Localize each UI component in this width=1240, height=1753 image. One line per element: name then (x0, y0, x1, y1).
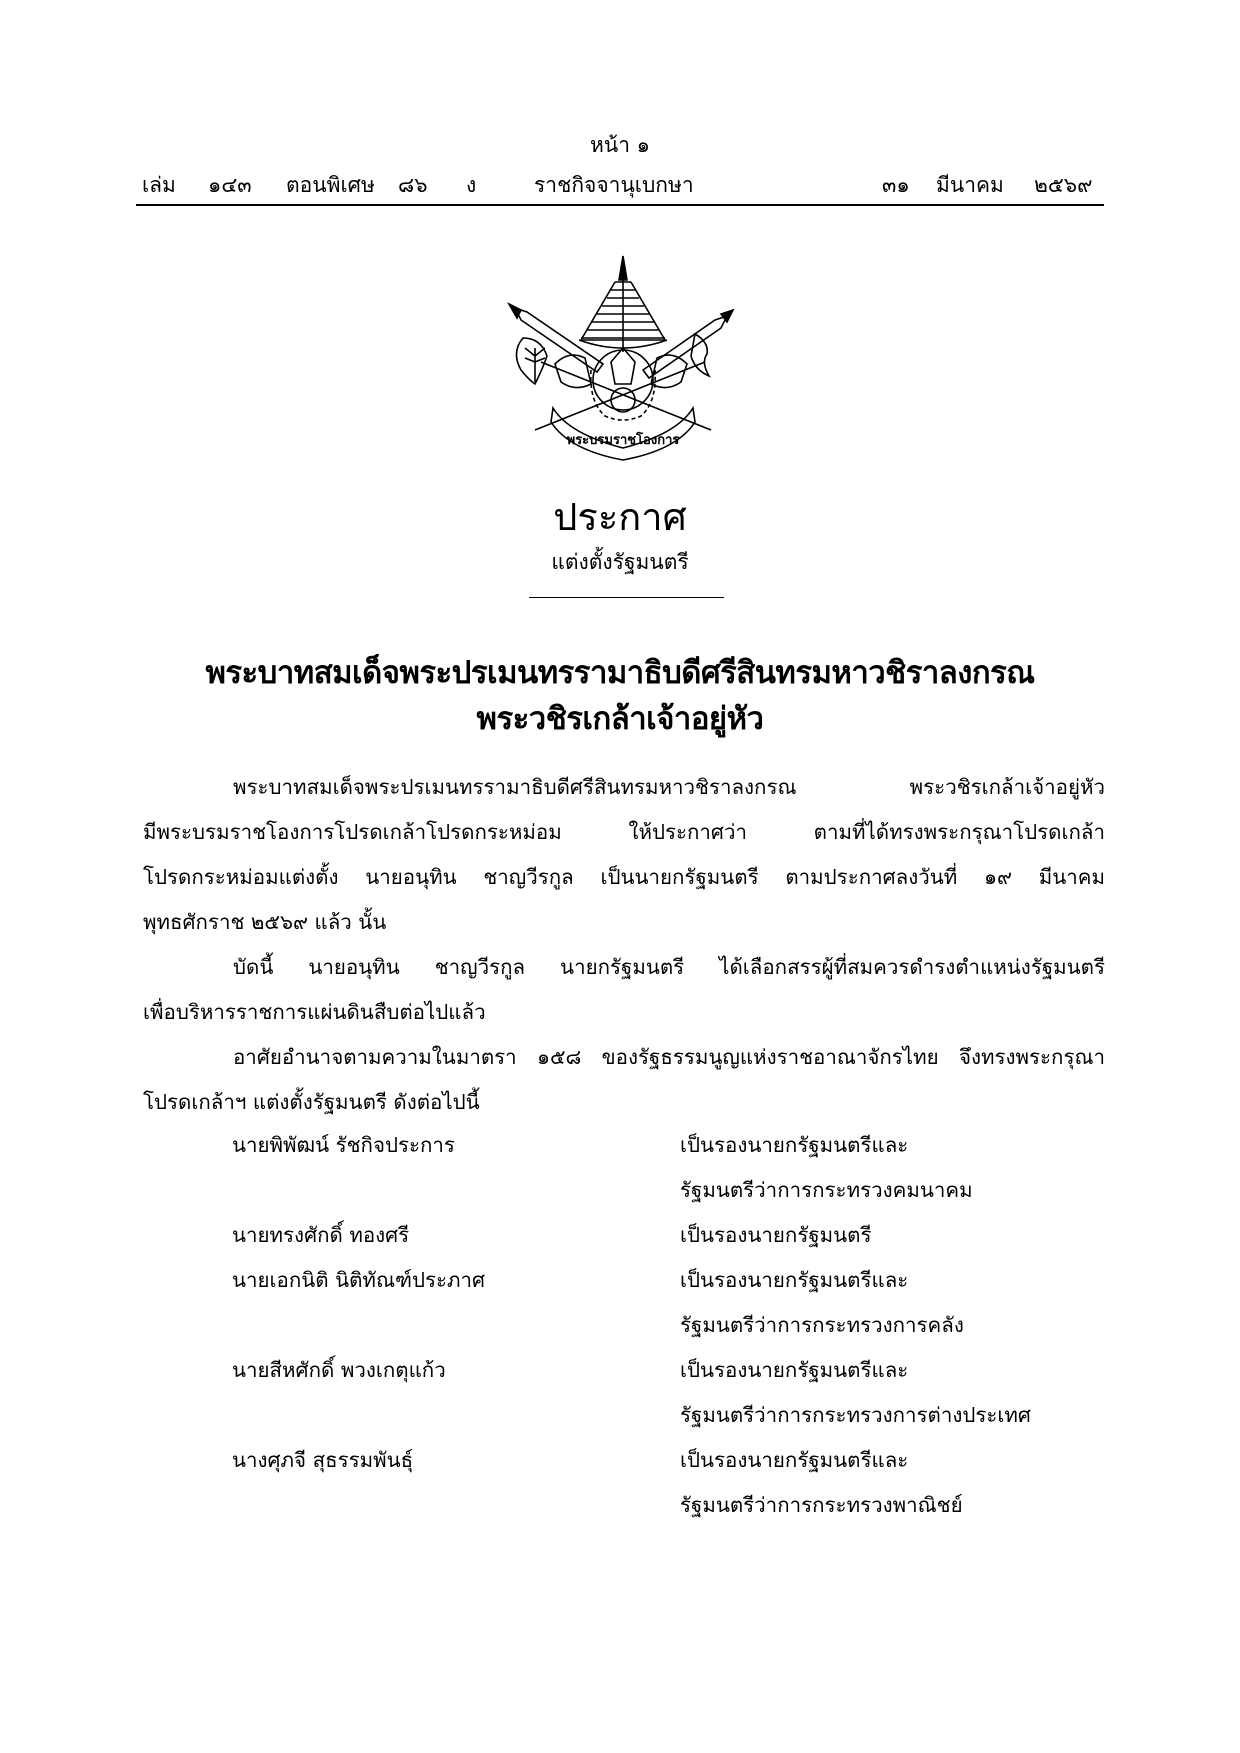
volume-label: เล่ม (142, 173, 176, 197)
appointee-position: เป็นรองนายกรัฐมนตรีและ (680, 1448, 909, 1472)
appointee-position: รัฐมนตรีว่าการกระทรวงคมนาคม (680, 1178, 973, 1202)
date-day: ๓๑ (882, 173, 910, 197)
body-line: บัดนี้ นายอนุทิน ชาญวีรกูล นายกรัฐมนตรี ได้เลือกสรรผู้ที่สมควรดำรงตำแหน่งรัฐมนตรี (233, 955, 1105, 979)
appointee-position: เป็นรองนายกรัฐมนตรีและ (680, 1268, 909, 1292)
section-letter: ง (466, 173, 477, 197)
volume-number: ๑๔๓ (208, 173, 252, 197)
appointment-row-continued (232, 1303, 1112, 1348)
appointment-list (232, 1123, 1112, 1528)
body-line: อาศัยอำนาจตามความในมาตรา ๑๕๘ ของรัฐธรรมนูญแห่งราชอาณาจักรไทย จึงทรงพระกรุณา (233, 1045, 1105, 1069)
body-line: เพื่อบริหารราชการแผ่นดินสืบต่อไปแล้ว (143, 1000, 486, 1024)
document-title: ประกาศ (553, 495, 687, 539)
appointee-position: เป็นรองนายกรัฐมนตรี (680, 1223, 872, 1247)
title-separator (529, 597, 724, 598)
appointment-row (232, 1438, 1112, 1483)
appointee-position: รัฐมนตรีว่าการกระทรวงการคลัง (680, 1313, 964, 1337)
appointee-name: นายสีหศักดิ์ พวงเกตุแก้ว (232, 1358, 446, 1382)
appointee-name: นายพิพัฒน์ รัชกิจประการ (232, 1133, 455, 1157)
appointee-name: นางศุภจี สุธรรมพันธุ์ (232, 1448, 414, 1472)
appointee-position: เป็นรองนายกรัฐมนตรีและ (680, 1358, 909, 1382)
royal-name-line-2: พระวชิรเกล้าเจ้าอยู่หัว (476, 701, 764, 737)
publication-name: ราชกิจจานุเบกษา (534, 173, 694, 197)
date-month: มีนาคม (936, 173, 1004, 197)
appointment-row (232, 1348, 1112, 1393)
appointment-row (232, 1258, 1112, 1303)
royal-name-line-1: พระบาทสมเด็จพระปรเมนทรรามาธิบดีศรีสินทรมหาวชิราลงกรณ (205, 655, 1035, 691)
appointee-position: รัฐมนตรีว่าการกระทรวงการต่างประเทศ (680, 1403, 1031, 1427)
body-line: พุทธศักราช ๒๕๖๙ แล้ว นั้น (143, 910, 387, 934)
appointment-row-continued (232, 1168, 1112, 1213)
appointee-name: นายเอกนิติ นิติทัณฑ์ประภาศ (232, 1268, 486, 1292)
body-line: โปรดกระหม่อมแต่งตั้ง นายอนุทิน ชาญวีรกูล เป็นนายกรัฐมนตรี ตามประกาศลงวันที่ ๑๙ มีนาคม (143, 865, 1105, 889)
appointment-row-continued (232, 1393, 1112, 1438)
proclamation-body (143, 765, 1105, 1125)
appointment-row-continued (232, 1483, 1112, 1528)
appointment-row (232, 1213, 1112, 1258)
body-line: มีพระบรมราชโองการโปรดเกล้าโปรดกระหม่อม ให้ประกาศว่า ตามที่ได้ทรงพระกรุณาโปรดเกล้า (143, 820, 1105, 844)
section-label: ตอนพิเศษ (286, 173, 375, 197)
royal-garuda-emblem-icon (495, 252, 747, 462)
page-number: หน้า ๑ (590, 133, 650, 157)
appointment-row (232, 1123, 1112, 1168)
svg-text:พระบรมราชโองการ: พระบรมราชโองการ (566, 433, 680, 448)
appointee-name: นายทรงศักดิ์ ทองศรี (232, 1223, 410, 1247)
gazette-header (136, 170, 1104, 206)
body-line: โปรดเกล้าฯ แต่งตั้งรัฐมนตรี ดังต่อไปนี้ (143, 1090, 480, 1114)
document-subtitle: แต่งตั้งรัฐมนตรี (551, 550, 689, 574)
appointee-position: เป็นรองนายกรัฐมนตรีและ (680, 1133, 909, 1157)
section-number: ๘๖ (398, 173, 428, 197)
appointee-position: รัฐมนตรีว่าการกระทรวงพาณิชย์ (680, 1493, 963, 1517)
date-year: ๒๕๖๙ (1034, 173, 1093, 197)
body-line: พระบาทสมเด็จพระปรเมนทรรามาธิบดีศรีสินทรมหาวชิราลงกรณ พระวชิรเกล้าเจ้าอยู่หัว (233, 775, 1105, 799)
